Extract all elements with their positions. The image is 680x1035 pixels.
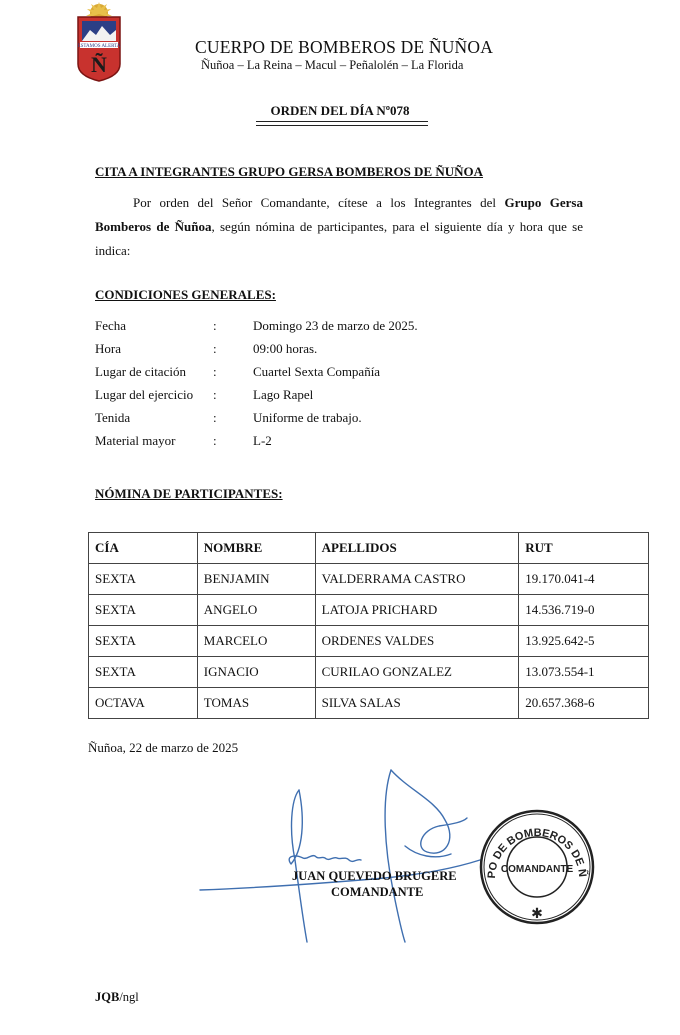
initials-rest: /ngl bbox=[119, 990, 139, 1004]
signer-role: COMANDANTE bbox=[331, 885, 424, 899]
fire-department-logo bbox=[74, 2, 124, 82]
condition-row-fecha bbox=[95, 318, 575, 338]
condition-label: Tenida bbox=[95, 410, 131, 425]
logo-letter: Ñ bbox=[91, 52, 107, 77]
stamp-center-text: COMANDANTE bbox=[500, 864, 574, 875]
cell-nombre: MARCELO bbox=[197, 626, 315, 657]
condition-label: Fecha bbox=[95, 318, 127, 333]
stamp-ring-text: PO DE BOMBEROS DE Ñ bbox=[485, 826, 589, 879]
cell-apellidos: LATOJA PRICHARD bbox=[315, 595, 519, 626]
condition-label: Hora bbox=[95, 341, 121, 356]
condition-row-material bbox=[95, 433, 575, 453]
table-row bbox=[89, 688, 649, 719]
cell-nombre: IGNACIO bbox=[197, 657, 315, 688]
handwritten-signature bbox=[195, 760, 485, 950]
column-header-rut: RUT bbox=[519, 533, 649, 564]
cell-rut: 13.073.554-1 bbox=[519, 657, 649, 688]
title-double-rule bbox=[256, 121, 428, 126]
condition-value: 09:00 horas. bbox=[253, 341, 318, 356]
cell-cia: SEXTA bbox=[89, 657, 198, 688]
condition-row-tenida bbox=[95, 410, 575, 430]
participants-heading: NÓMINA DE PARTICIPANTES: bbox=[95, 486, 283, 501]
cell-rut: 14.536.719-0 bbox=[519, 595, 649, 626]
initials-bold: JQB bbox=[95, 990, 120, 1004]
condition-separator: : bbox=[213, 364, 217, 379]
condition-value: Domingo 23 de marzo de 2025. bbox=[253, 318, 418, 333]
cell-apellidos: VALDERRAMA CASTRO bbox=[315, 564, 519, 595]
column-header-nombre: NOMBRE bbox=[197, 533, 315, 564]
condition-label: Lugar del ejercicio bbox=[95, 387, 194, 402]
condition-row-lugar-citacion bbox=[95, 364, 575, 384]
condition-value: Uniforme de trabajo. bbox=[253, 410, 362, 425]
condition-row-lugar-ejercicio bbox=[95, 387, 575, 407]
logo-caption: ESTAMOS ALERTA bbox=[77, 44, 121, 49]
intro-start: Por orden del Señor Comandante, cítese a los Integrantes del bbox=[133, 195, 505, 210]
condition-value: Cuartel Sexta Compañía bbox=[253, 364, 381, 379]
table-row bbox=[89, 626, 649, 657]
communes-line: Ñuñoa – La Reina – Macul – Peñalolén – La Florida bbox=[201, 58, 464, 72]
table-row bbox=[89, 657, 649, 688]
condition-value: Lago Rapel bbox=[253, 387, 314, 402]
condition-separator: : bbox=[213, 410, 217, 425]
conditions-heading: CONDICIONES GENERALES: bbox=[95, 287, 276, 302]
table-header-row bbox=[89, 533, 649, 564]
condition-label: Material mayor bbox=[95, 433, 176, 448]
column-header-apellidos: APELLIDOS bbox=[315, 533, 519, 564]
cell-rut: 13.925.642-5 bbox=[519, 626, 649, 657]
condition-value: L-2 bbox=[253, 433, 272, 448]
order-title: ORDEN DEL DÍA Nº078 bbox=[270, 103, 410, 118]
column-header-cia: CÍA bbox=[89, 533, 198, 564]
intro-paragraph bbox=[95, 191, 583, 263]
cell-apellidos: SILVA SALAS bbox=[315, 688, 519, 719]
intro-end: , según nómina de participantes, para el siguiente día y hora que se indica: bbox=[95, 219, 583, 258]
table-row bbox=[89, 564, 649, 595]
document-initials bbox=[95, 990, 139, 1005]
table-row bbox=[89, 595, 649, 626]
cell-apellidos: CURILAO GONZALEZ bbox=[315, 657, 519, 688]
cell-nombre: TOMAS bbox=[197, 688, 315, 719]
official-stamp bbox=[478, 808, 596, 926]
organization-name: CUERPO DE BOMBEROS DE ÑUÑOA bbox=[195, 37, 494, 57]
condition-separator: : bbox=[213, 341, 217, 356]
cell-apellidos: ORDENES VALDES bbox=[315, 626, 519, 657]
cell-cia: SEXTA bbox=[89, 626, 198, 657]
condition-label: Lugar de citación bbox=[95, 364, 186, 379]
condition-separator: : bbox=[213, 318, 217, 333]
cell-nombre: ANGELO bbox=[197, 595, 315, 626]
condition-row-hora bbox=[95, 341, 575, 361]
condition-separator: : bbox=[213, 433, 217, 448]
condition-separator: : bbox=[213, 387, 217, 402]
cell-cia: SEXTA bbox=[89, 595, 198, 626]
signer-name: JUAN QUEVEDO BRUGERE bbox=[292, 869, 457, 883]
stamp-star-icon: ✱ bbox=[531, 906, 543, 922]
place-and-date: Ñuñoa, 22 de marzo de 2025 bbox=[88, 740, 239, 755]
cita-heading: CITA A INTEGRANTES GRUPO GERSA BOMBEROS DE ÑUÑOA bbox=[95, 164, 484, 179]
cell-nombre: BENJAMIN bbox=[197, 564, 315, 595]
cell-rut: 19.170.041-4 bbox=[519, 564, 649, 595]
cell-rut: 20.657.368-6 bbox=[519, 688, 649, 719]
intro-group-name: Grupo Gersa Bomberos de Ñuñoa bbox=[95, 195, 583, 234]
cell-cia: OCTAVA bbox=[89, 688, 198, 719]
participants-table bbox=[88, 532, 649, 719]
cell-cia: SEXTA bbox=[89, 564, 198, 595]
